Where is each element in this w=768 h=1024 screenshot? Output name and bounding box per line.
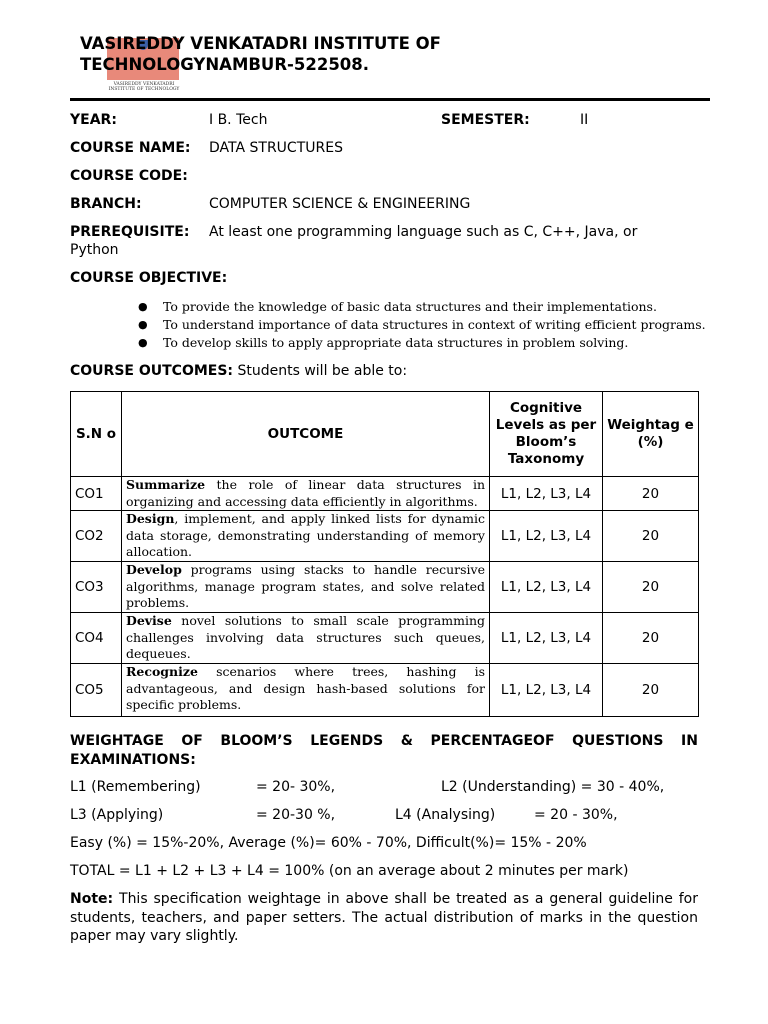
outcomes-label: COURSE OUTCOMES: [70, 363, 234, 379]
header-weightage: Weightag e (%) [603, 392, 699, 477]
institute-name: VASIREDDY VENKATADRI INSTITUTE OF TECHNOLOGYNAMBUR-522508. [80, 34, 441, 74]
outcome-weight: 20 [603, 477, 699, 511]
table-row [71, 477, 699, 511]
outcome-text: Develop programs using stacks to handle recursive algorithms, manage program states, and solve related problems. [122, 562, 490, 613]
header-sno: S.N o [71, 392, 122, 477]
outcome-weight: 20 [603, 664, 699, 717]
l4-value: = 20 - 30%, [534, 807, 618, 823]
year-value: I B. Tech [209, 112, 268, 128]
outcome-text: Recognize scenarios where trees, hashing is advantageous, and design hash-based solutions for specific problems. [122, 664, 490, 717]
course-name-label: COURSE NAME: [70, 140, 191, 156]
outcome-id: CO1 [71, 477, 122, 511]
bullet-icon: ● [138, 336, 148, 349]
note-label: Note: [70, 891, 114, 907]
header-divider [70, 98, 710, 101]
outcome-text: Design, implement, and apply linked lists for dynamic data storage, demonstrating understanding of memory allocation. [122, 511, 490, 562]
l4-label: L4 (Analysing) [395, 807, 496, 823]
outcome-levels: L1, L2, L3, L4 [490, 613, 603, 664]
outcome-weight: 20 [603, 562, 699, 613]
list-item: ● To understand importance of data structures in context of writing efficient programs. [138, 317, 706, 332]
objectives-label: COURSE OBJECTIVE: [70, 270, 228, 286]
logo-caption: VASIREDDY VENKATADRI INSTITUTE OF TECHNOLOGY [108, 82, 180, 92]
outcome-levels: L1, L2, L3, L4 [490, 664, 603, 717]
bullet-icon: ● [138, 318, 148, 331]
note-text: This specification weightage in above shall be treated as a general guideline for students, teachers, and paper setters. The actual distribution of marks in the question paper may vary slightly. [70, 891, 698, 944]
header-outcome: OUTCOME [122, 392, 490, 477]
outcome-id: CO4 [71, 613, 122, 664]
outcome-text: Devise novel solutions to small scale programming challenges involving data structures such queues, dequeues. [122, 613, 490, 664]
outcome-levels: L1, L2, L3, L4 [490, 511, 603, 562]
l1-value: = 20- 30%, [256, 779, 336, 795]
course-code-label: COURSE CODE: [70, 168, 188, 184]
outcome-levels: L1, L2, L3, L4 [490, 477, 603, 511]
prerequisite-label: PREREQUISITE: [70, 224, 190, 240]
l1-label: L1 (Remembering) [70, 779, 201, 795]
header-cognitive: Cognitive Levels as per Bloom’s Taxonomy [490, 392, 603, 477]
table-row [71, 562, 699, 613]
objectives-list [70, 298, 710, 352]
table-header-row [71, 392, 699, 477]
difficulty-text: Easy (%) = 15%-20%, Average (%)= 60% - 70%, Difficult(%)= 15% - 20% [70, 835, 587, 851]
outcome-id: CO2 [71, 511, 122, 562]
outcome-weight: 20 [603, 613, 699, 664]
outcome-id: CO5 [71, 664, 122, 717]
prerequisite-value: At least one programming language such as C, C++, Java, or [209, 224, 638, 240]
weightage-heading: WEIGHTAGE OF BLOOM’S LEGENDS & PERCENTAGEOF QUESTIONS IN EXAMINATIONS: [70, 733, 698, 768]
outcome-text: Summarize the role of linear data structures in organizing and accessing data efficiently in algorithms. [122, 477, 490, 511]
year-label: YEAR: [70, 112, 117, 128]
outcomes-table [70, 391, 699, 717]
outcome-weight: 20 [603, 511, 699, 562]
semester-value: II [580, 112, 589, 128]
l3-value: = 20-30 %, [256, 807, 336, 823]
course-name-value: DATA STRUCTURES [209, 140, 343, 156]
l3-label: L3 (Applying) [70, 807, 164, 823]
branch-value: COMPUTER SCIENCE & ENGINEERING [209, 196, 471, 212]
outcome-levels: L1, L2, L3, L4 [490, 562, 603, 613]
l2-text: L2 (Understanding) = 30 - 40%, [441, 779, 665, 795]
outcome-id: CO3 [71, 562, 122, 613]
table-row [71, 511, 699, 562]
table-row [71, 613, 699, 664]
list-item: ● To provide the knowledge of basic data structures and their implementations. [138, 299, 657, 314]
total-text: TOTAL = L1 + L2 + L3 + L4 = 100% (on an average about 2 minutes per mark) [70, 863, 629, 879]
semester-label: SEMESTER: [441, 112, 530, 128]
prerequisite-value-cont: Python [70, 242, 119, 258]
outcomes-intro: Students will be able to: [237, 363, 408, 379]
outcomes-heading [70, 362, 407, 380]
bullet-icon: ● [138, 300, 148, 313]
list-item: ● To develop skills to apply appropriate data structures in problem solving. [138, 335, 629, 350]
branch-label: BRANCH: [70, 196, 142, 212]
table-row [71, 664, 699, 717]
note-paragraph [70, 890, 698, 946]
